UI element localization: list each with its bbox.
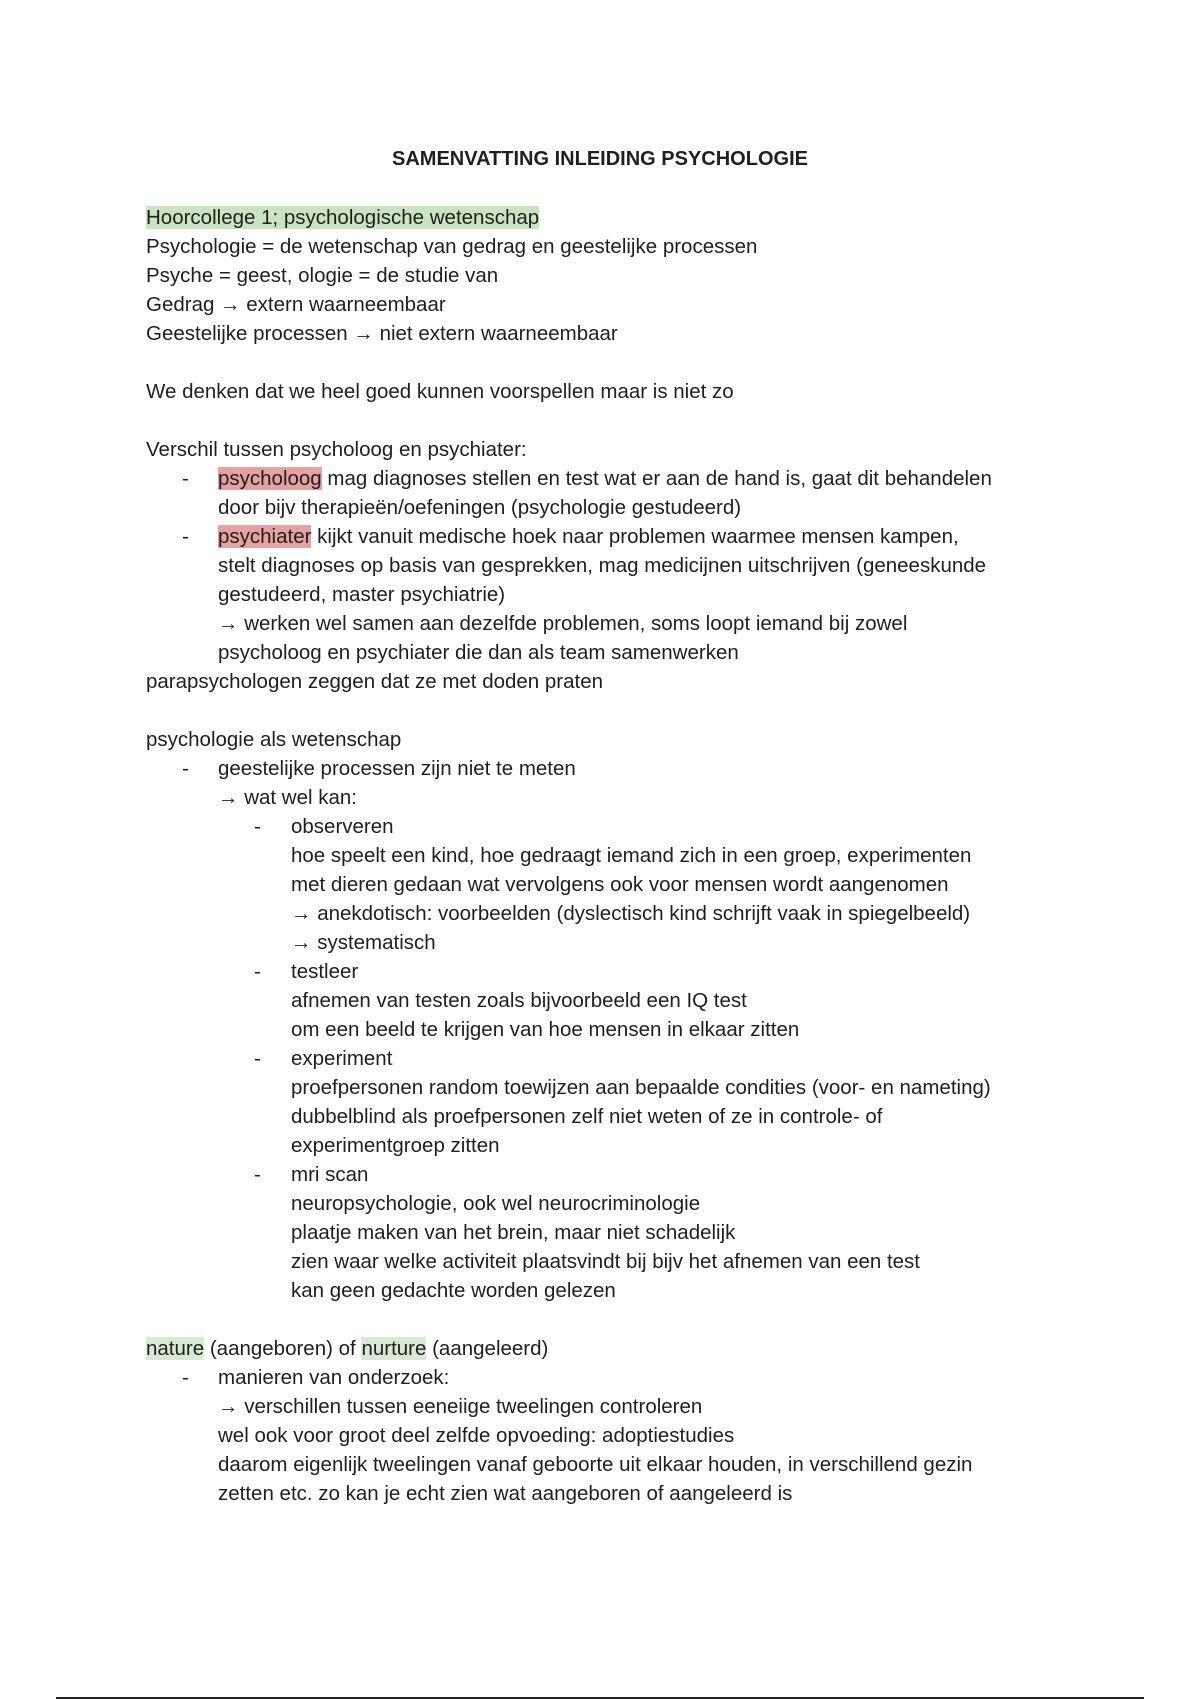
method-detail: → systematisch — [291, 931, 436, 954]
difference-heading: Verschil tussen psycholoog en psychiater: — [146, 438, 527, 461]
method-item-testleer: - testleer — [146, 957, 1066, 986]
nature-nurture-heading: nature (aangeboren) of nurture (aangeleerd) — [146, 1337, 549, 1360]
bullet-dash: - — [182, 525, 189, 548]
list-item-research-methods: - manieren van onderzoek: — [146, 1363, 1066, 1392]
list-item-psychiater: - psychiater kijkt vanuit medische hoek naar problemen waarmee mensen kampen, — [146, 522, 1066, 551]
method-detail: kan geen gedachte worden gelezen — [291, 1279, 616, 1302]
bullet-dash: - — [254, 1163, 261, 1186]
method-item-mri-scan: - mri scan — [146, 1160, 1066, 1189]
list-item-continuation: → werken wel samen aan dezelfde problemen, soms loopt iemand bij zowel — [218, 612, 908, 635]
method-item-observeren: - observeren — [146, 812, 1066, 841]
bullet-dash: - — [182, 757, 189, 780]
intro-line: Geestelijke processen → niet extern waarneembaar — [146, 322, 618, 345]
method-detail: dubbelblind als proefpersonen zelf niet weten of ze in controle- of — [291, 1105, 883, 1128]
method-detail: → anekdotisch: voorbeelden (dyslectisch kind schrijft vaak in spiegelbeeld) — [291, 902, 971, 925]
bullet-dash: - — [254, 815, 261, 838]
document-body — [146, 203, 1066, 1508]
intro-line: Psyche = geest, ologie = de studie van — [146, 264, 499, 287]
method-detail: experimentgroep zitten — [291, 1134, 500, 1157]
method-detail: hoe speelt een kind, hoe gedraagt iemand zich in een groep, experimenten — [291, 844, 972, 867]
page-bottom-rule — [56, 1697, 1144, 1699]
method-detail: proefpersonen random toewijzen aan bepaalde condities (voor- en nameting) — [291, 1076, 991, 1099]
list-item-continuation: wel ook voor groot deel zelfde opvoeding: adoptiestudies — [218, 1424, 735, 1447]
list-item-continuation: psycholoog en psychiater die dan als team samenwerken — [218, 641, 739, 664]
document-title: SAMENVATTING INLEIDING PSYCHOLOGIE — [392, 148, 808, 170]
intro-line: Gedrag → extern waarneembaar — [146, 293, 446, 316]
method-item-experiment: - experiment — [146, 1044, 1066, 1073]
method-detail: met dieren gedaan wat vervolgens ook voor mensen wordt aangenomen — [291, 873, 949, 896]
section-heading-lecture-1: Hoorcollege 1; psychologische wetenschap — [146, 206, 540, 229]
highlight-psychiater: psychiater — [218, 525, 312, 548]
method-detail: plaatje maken van het brein, maar niet schadelijk — [291, 1221, 736, 1244]
prediction-note: We denken dat we heel goed kunnen voorspellen maar is niet zo — [146, 380, 734, 403]
method-detail: om een beeld te krijgen van hoe mensen in elkaar zitten — [291, 1018, 800, 1041]
intro-line: Psychologie = de wetenschap van gedrag en geestelijke processen — [146, 235, 758, 258]
list-item-continuation: door bijv therapieën/oefeningen (psychologie gestudeerd) — [218, 496, 742, 519]
highlight-nurture: nurture — [361, 1337, 427, 1360]
bullet-dash: - — [254, 960, 261, 983]
list-item-continuation: stelt diagnoses op basis van gesprekken, mag medicijnen uitschrijven (geneeskunde — [218, 554, 987, 577]
method-detail: afnemen van testen zoals bijvoorbeeld een IQ test — [291, 989, 747, 1012]
science-heading: psychologie als wetenschap — [146, 728, 402, 751]
list-item-continuation: gestudeerd, master psychiatrie) — [218, 583, 506, 606]
highlight-nature: nature — [146, 1337, 205, 1360]
list-item-continuation: zetten etc. zo kan je echt zien wat aangeboren of aangeleerd is — [218, 1482, 793, 1505]
list-item-measure: - geestelijke processen zijn niet te meten — [146, 754, 1066, 783]
list-item-continuation: → wat wel kan: — [218, 786, 357, 809]
method-detail: zien waar welke activiteit plaatsvindt bij bijv het afnemen van een test — [291, 1250, 921, 1273]
list-item-psycholoog: - psycholoog mag diagnoses stellen en test wat er aan de hand is, gaat dit behandelen — [146, 464, 1066, 493]
highlight-psycholoog: psycholoog — [218, 467, 322, 490]
parapsychology-note: parapsychologen zeggen dat ze met doden praten — [146, 670, 604, 693]
list-item-continuation: → verschillen tussen eeneiige tweelingen controleren — [218, 1395, 703, 1418]
bullet-dash: - — [182, 467, 189, 490]
bullet-dash: - — [182, 1366, 189, 1389]
bullet-dash: - — [254, 1047, 261, 1070]
method-detail: neuropsychologie, ook wel neurocriminologie — [291, 1192, 701, 1215]
list-item-continuation: daarom eigenlijk tweelingen vanaf geboorte uit elkaar houden, in verschillend gezin — [218, 1453, 973, 1476]
